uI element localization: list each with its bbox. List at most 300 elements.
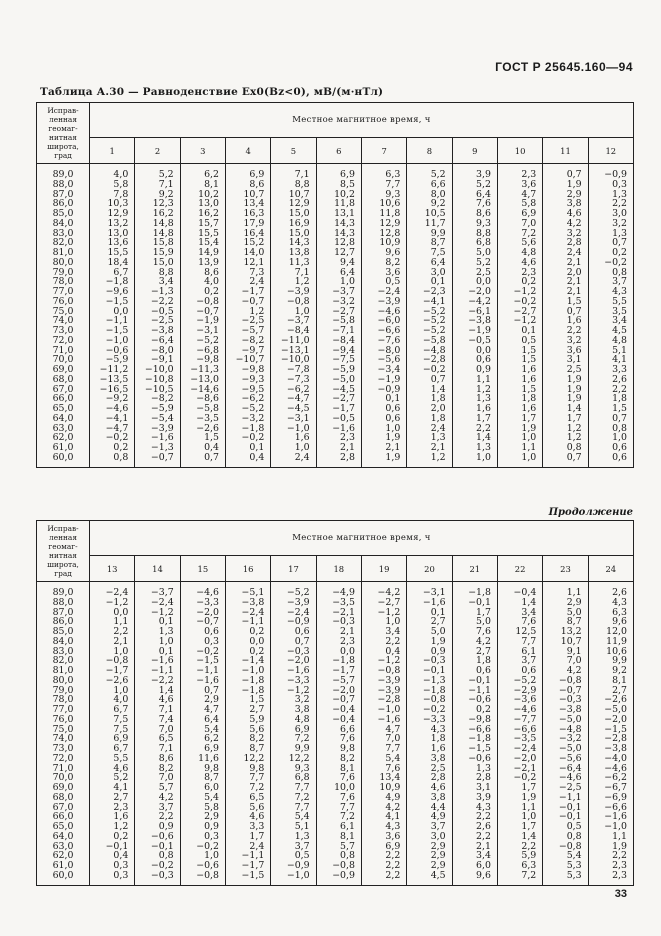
value-cell: 8,7 [407, 238, 452, 248]
value-cell: 2,3 [316, 433, 361, 443]
value-cell: 1,3 [135, 627, 180, 637]
value-cell: 9,4 [316, 258, 361, 268]
value-cell: 7,3 [225, 268, 270, 278]
value-cell: 4,6 [135, 695, 180, 705]
value-cell: 2,2 [588, 385, 633, 395]
value-cell: 1,6 [90, 812, 135, 822]
value-cell: 7,5 [90, 725, 135, 735]
value-cell: −5,7 [225, 326, 270, 336]
value-cell: 8,2 [135, 764, 180, 774]
page-number: 33 [614, 888, 627, 900]
value-cell: −3,9 [361, 297, 406, 307]
value-cell: −2,8 [361, 695, 406, 705]
value-cell: 12,5 [497, 627, 542, 637]
value-cell: 4,3 [588, 598, 633, 608]
value-cell: 0,7 [180, 686, 225, 696]
value-cell: 2,3 [588, 861, 633, 871]
value-cell: 7,6 [316, 734, 361, 744]
value-cell: 1,3 [452, 394, 497, 404]
value-cell: 3,7 [135, 803, 180, 813]
value-cell: 7,1 [135, 705, 180, 715]
value-cell: −9,8 [452, 715, 497, 725]
value-cell: −0,1 [543, 803, 588, 813]
value-cell: 16,4 [225, 229, 270, 239]
value-cell: −4,7 [90, 424, 135, 434]
value-cell: 0,7 [588, 414, 633, 424]
value-cell: 6,9 [497, 209, 542, 219]
value-cell: 9,2 [407, 199, 452, 209]
value-cell: 0,9 [407, 647, 452, 657]
value-cell: 0,8 [316, 851, 361, 861]
value-cell: 1,0 [497, 812, 542, 822]
latitude-cell: 87,0 [37, 190, 90, 200]
value-cell: 6,1 [316, 822, 361, 832]
value-cell: 5,0 [452, 248, 497, 258]
value-cell: 0,5 [497, 336, 542, 346]
value-cell: −0,8 [180, 871, 225, 885]
value-cell: 0,6 [361, 414, 406, 424]
value-cell: −6,4 [543, 764, 588, 774]
value-cell: 10,2 [180, 190, 225, 200]
value-cell: 1,9 [543, 375, 588, 385]
value-cell: −7,1 [316, 326, 361, 336]
value-cell: 1,0 [90, 647, 135, 657]
latitude-cell: 60,0 [37, 871, 90, 885]
value-cell: −5,0 [543, 715, 588, 725]
value-cell: 8,1 [316, 832, 361, 842]
value-cell: 1,4 [497, 832, 542, 842]
value-cell: −2,7 [316, 394, 361, 404]
latitude-cell: 86,0 [37, 617, 90, 627]
value-cell: 2,2 [588, 199, 633, 209]
value-cell: 10,9 [361, 783, 406, 793]
value-cell: 2,7 [225, 705, 270, 715]
value-cell: 0,3 [588, 180, 633, 190]
latitude-cell: 78,0 [37, 277, 90, 287]
value-cell: 2,4 [407, 424, 452, 434]
value-cell: 8,6 [452, 209, 497, 219]
value-cell: −7,3 [271, 375, 316, 385]
value-cell: 9,3 [452, 219, 497, 229]
latitude-cell: 88,0 [37, 180, 90, 190]
value-cell: 5,3 [543, 871, 588, 885]
value-cell: 0,3 [180, 832, 225, 842]
value-cell: −7,7 [497, 715, 542, 725]
value-cell: 14,8 [135, 229, 180, 239]
value-cell: 0,5 [361, 277, 406, 287]
value-cell: −0,7 [135, 453, 180, 467]
value-cell: −0,1 [135, 842, 180, 852]
value-cell: 1,0 [361, 617, 406, 627]
value-cell: 5,2 [407, 164, 452, 180]
latitude-cell: 65,0 [37, 404, 90, 414]
value-cell: 3,2 [271, 695, 316, 705]
value-cell: 7,7 [271, 783, 316, 793]
value-cell: −2,6 [180, 424, 225, 434]
hour-header: 9 [452, 138, 497, 164]
value-cell: −1,2 [361, 656, 406, 666]
value-cell: 7,4 [135, 715, 180, 725]
value-cell: 16,2 [180, 209, 225, 219]
value-cell: 3,7 [407, 822, 452, 832]
value-cell: 1,8 [452, 656, 497, 666]
value-cell: 0,1 [497, 326, 542, 336]
value-cell: 2,1 [361, 443, 406, 453]
value-cell: 7,7 [361, 180, 406, 190]
hour-header: 24 [588, 556, 633, 582]
value-cell: −1,5 [452, 744, 497, 754]
value-cell: 3,4 [135, 277, 180, 287]
value-cell: 13,9 [180, 258, 225, 268]
value-cell: 4,7 [180, 705, 225, 715]
value-cell: 4,3 [361, 822, 406, 832]
value-cell: −7,5 [316, 355, 361, 365]
value-cell: 0,2 [90, 832, 135, 842]
value-cell: −5,1 [225, 582, 270, 598]
hour-header: 19 [361, 556, 406, 582]
value-cell: −11,3 [180, 365, 225, 375]
value-cell: −1,8 [225, 676, 270, 686]
value-cell: 15,5 [90, 248, 135, 258]
value-cell: 1,7 [225, 832, 270, 842]
value-cell: 0,8 [135, 851, 180, 861]
value-cell: −2,0 [180, 608, 225, 618]
value-cell: 9,1 [543, 647, 588, 657]
value-cell: −3,5 [497, 734, 542, 744]
value-cell: 8,2 [316, 754, 361, 764]
value-cell: 8,7 [225, 744, 270, 754]
value-cell: 7,6 [316, 773, 361, 783]
value-cell: 9,6 [588, 617, 633, 627]
value-cell: −2,0 [588, 715, 633, 725]
value-cell: 0,2 [225, 627, 270, 637]
value-cell: 1,8 [588, 394, 633, 404]
value-cell: 5,2 [452, 180, 497, 190]
value-cell: 4,1 [90, 783, 135, 793]
value-cell: 1,0 [271, 307, 316, 317]
value-cell: −0,6 [452, 754, 497, 764]
value-cell: −3,1 [180, 326, 225, 336]
value-cell: 0,6 [588, 443, 633, 453]
value-cell: −3,2 [225, 414, 270, 424]
latitude-cell: 62,0 [37, 851, 90, 861]
value-cell: 7,0 [135, 773, 180, 783]
latitude-cell: 80,0 [37, 258, 90, 268]
latitude-cell: 63,0 [37, 842, 90, 852]
value-cell: 5,8 [180, 803, 225, 813]
value-cell: 0,0 [90, 608, 135, 618]
latitude-cell: 60,0 [37, 453, 90, 467]
latitude-cell: 72,0 [37, 336, 90, 346]
value-cell: 3,8 [407, 793, 452, 803]
value-cell: 2,9 [407, 842, 452, 852]
value-cell: 1,3 [588, 229, 633, 239]
value-cell: −10,5 [135, 385, 180, 395]
value-cell: −1,5 [90, 297, 135, 307]
value-cell: −11,0 [271, 336, 316, 346]
value-cell: 11,8 [316, 199, 361, 209]
value-cell: 15,4 [180, 238, 225, 248]
value-cell: 0,2 [452, 705, 497, 715]
value-cell: 5,4 [180, 793, 225, 803]
value-cell: 5,5 [90, 754, 135, 764]
value-cell: −4,6 [361, 307, 406, 317]
value-cell: 0,7 [543, 307, 588, 317]
value-cell: 0,1 [407, 608, 452, 618]
value-cell: −0,2 [588, 258, 633, 268]
value-cell: −3,9 [135, 424, 180, 434]
value-cell: 1,6 [452, 404, 497, 414]
value-cell: 1,1 [497, 803, 542, 813]
value-cell: 1,1 [543, 582, 588, 598]
value-cell: −0,9 [588, 164, 633, 180]
value-cell: 0,9 [180, 822, 225, 832]
value-cell: 3,9 [452, 164, 497, 180]
table-row [37, 871, 634, 885]
value-cell: 5,6 [225, 803, 270, 813]
value-cell: 3,7 [497, 656, 542, 666]
value-cell: 2,9 [543, 598, 588, 608]
value-cell: 1,0 [316, 277, 361, 287]
time-column-group-header: Местное магнитное время, ч [90, 103, 634, 138]
value-cell: −0,1 [452, 598, 497, 608]
latitude-cell: 81,0 [37, 666, 90, 676]
value-cell: 16,2 [135, 209, 180, 219]
latitude-cell: 68,0 [37, 375, 90, 385]
value-cell: −4,8 [407, 346, 452, 356]
value-cell: −5,2 [225, 404, 270, 414]
value-cell: −16,5 [90, 385, 135, 395]
value-cell: −5,9 [135, 404, 180, 414]
value-cell: −2,5 [225, 316, 270, 326]
value-cell: 1,1 [90, 617, 135, 627]
value-cell: 2,2 [361, 861, 406, 871]
latitude-cell: 76,0 [37, 715, 90, 725]
value-cell: 0,3 [90, 861, 135, 871]
value-cell: 1,7 [452, 608, 497, 618]
value-cell: −2,8 [588, 734, 633, 744]
value-cell: 6,6 [316, 725, 361, 735]
value-cell: 0,5 [271, 851, 316, 861]
value-cell: 1,9 [407, 637, 452, 647]
value-cell: 1,6 [497, 365, 542, 375]
value-cell: 6,9 [361, 842, 406, 852]
value-cell: −0,7 [543, 686, 588, 696]
value-cell: −3,8 [225, 598, 270, 608]
hour-header: 7 [361, 138, 406, 164]
value-cell: 1,6 [497, 375, 542, 385]
value-cell: 0,8 [90, 453, 135, 467]
value-cell: −5,2 [271, 582, 316, 598]
hour-header: 23 [543, 556, 588, 582]
value-cell: 0,3 [180, 637, 225, 647]
value-cell: 1,9 [361, 433, 406, 443]
value-cell: 1,6 [543, 316, 588, 326]
hour-header: 12 [588, 138, 633, 164]
value-cell: 4,3 [407, 725, 452, 735]
value-cell: 5,2 [90, 773, 135, 783]
value-cell: −1,5 [180, 656, 225, 666]
value-cell: 5,4 [543, 851, 588, 861]
value-cell: 7,0 [497, 219, 542, 229]
value-cell: 3,2 [588, 219, 633, 229]
value-cell: −6,7 [588, 783, 633, 793]
value-cell: −11,2 [90, 365, 135, 375]
value-cell: 1,4 [407, 385, 452, 395]
value-cell: −0,7 [225, 297, 270, 307]
value-cell: −5,0 [543, 744, 588, 754]
value-cell: 13,6 [90, 238, 135, 248]
value-cell: 2,7 [588, 686, 633, 696]
latitude-cell: 89,0 [37, 582, 90, 598]
value-cell: 6,1 [497, 647, 542, 657]
value-cell: 8,1 [316, 764, 361, 774]
value-cell: 5,7 [316, 842, 361, 852]
value-cell: 4,0 [90, 164, 135, 180]
value-cell: −0,6 [90, 346, 135, 356]
value-cell: 1,2 [452, 385, 497, 395]
latitude-cell: 77,0 [37, 287, 90, 297]
latitude-cell: 69,0 [37, 783, 90, 793]
value-cell: 0,2 [225, 647, 270, 657]
value-cell: −4,6 [497, 705, 542, 715]
value-cell: −8,4 [271, 326, 316, 336]
value-cell: 0,1 [225, 443, 270, 453]
value-cell: −0,8 [180, 297, 225, 307]
value-cell: 3,7 [588, 277, 633, 287]
value-cell: −8,0 [361, 346, 406, 356]
value-cell: 3,8 [543, 199, 588, 209]
value-cell: −9,8 [225, 365, 270, 375]
hour-header: 8 [407, 138, 452, 164]
hour-header: 14 [135, 556, 180, 582]
value-cell: −5,8 [316, 316, 361, 326]
value-cell: −2,4 [90, 582, 135, 598]
value-cell: 0,8 [588, 424, 633, 434]
value-cell: −8,4 [316, 336, 361, 346]
table-row [37, 453, 634, 467]
value-cell: 2,1 [316, 627, 361, 637]
value-cell: 0,2 [497, 277, 542, 287]
value-cell: −1,9 [361, 375, 406, 385]
latitude-cell: 89,0 [37, 164, 90, 180]
value-cell: −13,0 [180, 375, 225, 385]
value-cell: −5,9 [316, 365, 361, 375]
value-cell: 3,2 [543, 336, 588, 346]
value-cell: −0,1 [90, 842, 135, 852]
value-cell: −9,2 [90, 394, 135, 404]
value-cell: −2,0 [271, 656, 316, 666]
value-cell: 1,7 [497, 783, 542, 793]
latitude-cell: 73,0 [37, 326, 90, 336]
value-cell: −1,5 [225, 871, 270, 885]
value-cell: 6,2 [180, 164, 225, 180]
value-cell: 13,0 [90, 229, 135, 239]
value-cell: 0,7 [407, 375, 452, 385]
value-cell: 7,7 [316, 803, 361, 813]
value-cell: −6,2 [225, 394, 270, 404]
value-cell: 12,9 [271, 199, 316, 209]
value-cell: 1,8 [407, 394, 452, 404]
value-cell: −0,6 [452, 695, 497, 705]
value-cell: 5,0 [543, 608, 588, 618]
value-cell: −5,2 [497, 676, 542, 686]
value-cell: −6,4 [135, 336, 180, 346]
value-cell: 11,3 [271, 258, 316, 268]
value-cell: 6,5 [135, 734, 180, 744]
value-cell: 11,8 [361, 209, 406, 219]
value-cell: −6,8 [180, 346, 225, 356]
value-cell: −1,2 [135, 608, 180, 618]
value-cell: 2,1 [316, 443, 361, 453]
value-cell: 3,8 [271, 705, 316, 715]
hour-header: 13 [90, 556, 135, 582]
value-cell: −3,2 [316, 297, 361, 307]
value-cell: 1,6 [497, 404, 542, 414]
value-cell: 0,6 [588, 453, 633, 467]
value-cell: −1,0 [271, 871, 316, 885]
value-cell: 9,3 [271, 764, 316, 774]
value-cell: 1,9 [543, 180, 588, 190]
value-cell: −4,7 [271, 394, 316, 404]
value-cell: −8,0 [135, 346, 180, 356]
value-cell: −5,7 [316, 676, 361, 686]
latitude-cell: 88,0 [37, 598, 90, 608]
value-cell: 6,9 [271, 725, 316, 735]
value-cell: 1,4 [543, 404, 588, 414]
value-cell: 1,2 [90, 822, 135, 832]
value-cell: 5,9 [497, 851, 542, 861]
value-cell: −1,7 [90, 666, 135, 676]
value-cell: −4,8 [543, 725, 588, 735]
value-cell: −5,9 [90, 355, 135, 365]
value-cell: −2,4 [135, 598, 180, 608]
value-cell: −1,0 [271, 424, 316, 434]
value-cell: −13,5 [90, 375, 135, 385]
value-cell: 7,5 [407, 248, 452, 258]
value-cell: −1,0 [588, 822, 633, 832]
value-cell: 8,8 [135, 268, 180, 278]
value-cell: −0,4 [316, 705, 361, 715]
value-cell: 4,3 [452, 803, 497, 813]
value-cell: −3,2 [543, 734, 588, 744]
value-cell: −1,6 [180, 676, 225, 686]
value-cell: 1,3 [452, 443, 497, 453]
value-cell: 2,2 [452, 812, 497, 822]
value-cell: 6,7 [90, 744, 135, 754]
value-cell: −0,8 [271, 297, 316, 307]
value-cell: −5,0 [316, 375, 361, 385]
value-cell: 2,2 [361, 851, 406, 861]
value-cell: −4,6 [90, 404, 135, 414]
value-cell: 13,2 [543, 627, 588, 637]
latitude-cell: 62,0 [37, 433, 90, 443]
value-cell: −8,2 [135, 394, 180, 404]
value-cell: 15,5 [180, 229, 225, 239]
value-cell: −0,5 [452, 336, 497, 346]
value-cell: 6,3 [361, 164, 406, 180]
value-cell: −4,5 [316, 385, 361, 395]
value-cell: 3,3 [225, 822, 270, 832]
value-cell: 0,2 [180, 287, 225, 297]
value-cell: 8,7 [543, 617, 588, 627]
value-cell: 1,9 [497, 424, 542, 434]
value-cell: −0,3 [316, 617, 361, 627]
value-cell: 9,8 [225, 764, 270, 774]
latitude-cell: 61,0 [37, 861, 90, 871]
value-cell: −2,6 [588, 695, 633, 705]
value-cell: 1,4 [452, 433, 497, 443]
